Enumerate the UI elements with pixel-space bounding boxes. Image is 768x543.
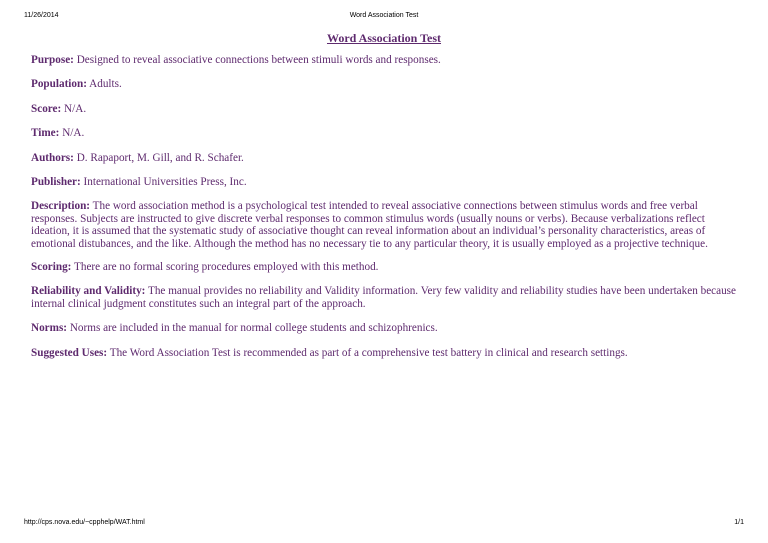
field-label: Publisher: (31, 176, 81, 189)
print-date: 11/26/2014 (24, 12, 59, 19)
field-description (31, 200, 737, 250)
field-suggested-uses (31, 347, 737, 359)
field-population (31, 78, 737, 90)
field-authors (31, 152, 737, 164)
field-value: N/A. (62, 127, 85, 140)
print-url: http://cps.nova.edu/~cpphelp/WAT.html (24, 519, 145, 526)
field-time (31, 127, 737, 139)
document-body (31, 31, 737, 371)
field-value: Norms are included in the manual for normal college students and schizophrenics. (69, 322, 438, 335)
field-label: Purpose: (31, 54, 74, 66)
print-footer (24, 519, 744, 529)
field-label: Time: (31, 127, 60, 140)
field-score (31, 103, 737, 115)
field-norms (31, 322, 737, 334)
field-label: Suggested Uses: (31, 346, 108, 359)
field-publisher (31, 176, 737, 188)
field-label: Reliability and Validity: (31, 285, 146, 298)
field-value: Adults. (89, 78, 122, 91)
page-number: 1/1 (734, 519, 744, 526)
field-label: Norms: (31, 322, 68, 335)
field-label: Authors: (31, 151, 74, 164)
field-purpose (31, 54, 737, 66)
field-scoring (31, 261, 737, 273)
field-label: Score: (31, 102, 62, 115)
field-value: International Universities Press, Inc. (83, 176, 247, 189)
field-value: The word association method is a psychological test intended to reveal associative connections between stimulus words and free verbal responses. Subjects are instructed to give discrete verbal responses to common stimulus words (usually nouns or verbs). Because verbalizations reflect ideation, it is assumed that the systematic study of associative thought can reveal information about an individual’s personality characteristics, areas of emotional distubances, and the like. Although the method has no necessary tie to any particular theory, it is usually employed as a projective technique. (31, 200, 708, 250)
field-value: D. Rapaport, M. Gill, and R. Schafer. (76, 151, 244, 164)
field-reliability-validity (31, 285, 737, 310)
page-title: Word Association Test (326, 31, 442, 45)
field-label: Scoring: (31, 261, 72, 274)
field-value: N/A. (64, 102, 87, 115)
print-header (24, 12, 744, 22)
field-value: Designed to reveal associative connections between stimuli words and responses. (76, 54, 441, 66)
field-label: Description: (31, 200, 91, 213)
print-page-title: Word Association Test (349, 12, 419, 19)
field-value: The manual provides no reliability and Validity information. Very few validity and reliability studies have been undertaken because internal clinical judgment constitutes such an integral part of the approach. (31, 285, 737, 310)
field-label: Population: (31, 78, 87, 91)
field-value: There are no formal scoring procedures employed with this method. (74, 261, 379, 274)
field-value: The Word Association Test is recommended as part of a comprehensive test battery in clinical and research settings. (109, 346, 628, 359)
